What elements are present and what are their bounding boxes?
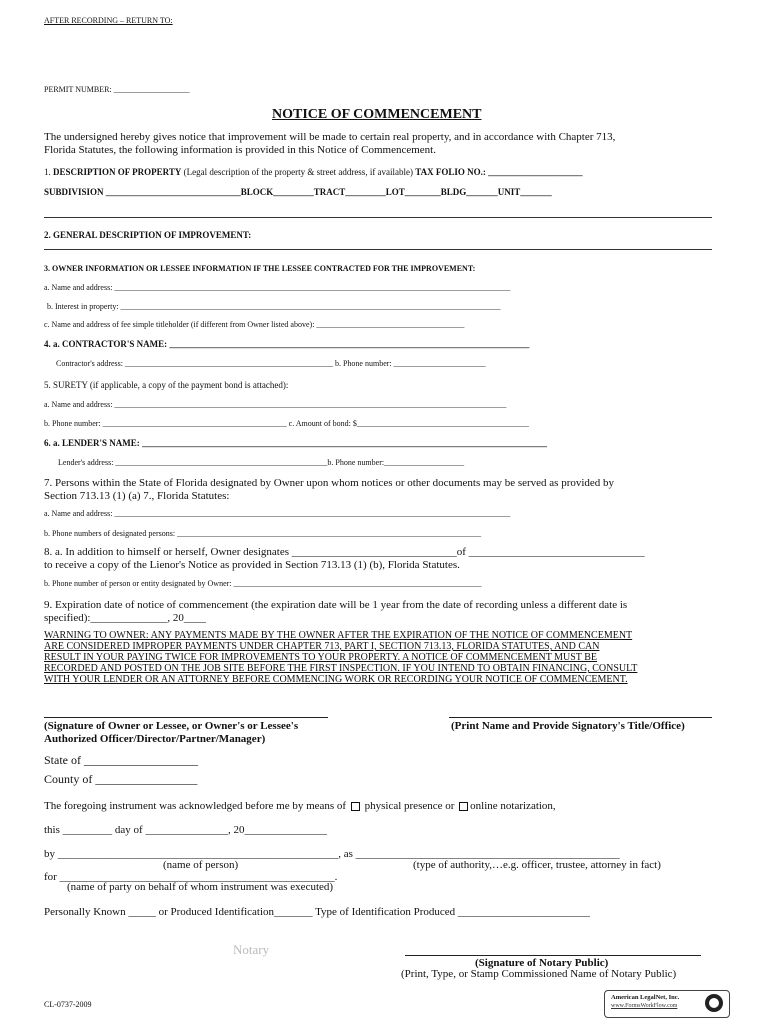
notary-signature-caption: (Signature of Notary Public) <box>475 957 609 969</box>
lender-name-field: 6. a. LENDER'S NAME: __________________________________________________________________________________________ <box>44 438 548 448</box>
section-2-general-description: 2. GENERAL DESCRIPTION OF IMPROVEMENT: <box>44 230 252 240</box>
print-name-caption: (Print Name and Provide Signatory's Title/Office) <box>451 720 685 732</box>
section-1-number: 1. <box>44 167 51 177</box>
warning-line-4: RECORDED AND POSTED ON THE JOB SITE BEFORE THE FIRST INSPECTION. IF YOU INTEND TO OBTAIN FINANCING, CONSULT <box>44 663 638 674</box>
owner-signature-caption-1: (Signature of Owner or Lessee, or Owner's or Lessee's <box>44 720 299 732</box>
contractor-address-field: Contractor's address: ____________________________________________________ b. Phone number: _______________________ <box>56 359 486 368</box>
section-1-label: DESCRIPTION OF PROPERTY <box>53 167 182 177</box>
section-9-line-2: specified):______________, 20____ <box>44 612 206 624</box>
name-of-party-caption: (name of party on behalf of whom instrument was executed) <box>67 881 334 893</box>
section-3-owner-info: 3. OWNER INFORMATION OR LESSEE INFORMATION IF THE LESSEE CONTRACTED FOR THE IMPROVEMENT: <box>44 264 476 273</box>
fee-simple-titleholder-field: c. Name and address of fee simple titleholder (if different from Owner listed above): _____________________________________ <box>44 320 465 329</box>
section-5-surety: 5. SURETY (if applicable, a copy of the payment bond is attached): <box>44 380 289 390</box>
warning-line-1: WARNING TO OWNER: ANY PAYMENTS MADE BY THE OWNER AFTER THE EXPIRATION OF THE NOTICE OF COMMENCEMENT <box>44 630 633 641</box>
section-9-line-1: 9. Expiration date of notice of commencement (the expiration date will be 1 year from the date of recording unless a different date is <box>44 599 628 611</box>
warning-line-2: ARE CONSIDERED IMPROPER PAYMENTS UNDER CHAPTER 713, PART I, SECTION 713.13, FLORIDA STATUTES, AND CAN <box>44 641 600 652</box>
section-8-line-1: 8. a. In addition to himself or herself, Owner designates ______________________________of ________________________________ <box>44 546 645 558</box>
owner-signature-line <box>44 717 328 718</box>
subdivision-field: SUBDIVISION ______________________________BLOCK_________TRACT_________LOT________BLDG_______UNIT_______ <box>44 187 552 197</box>
warning-line-3: RESULT IN YOUR PAYING TWICE FOR IMPROVEMENTS TO YOUR PROPERTY. A NOTICE OF COMMENCEMENT MUST BE <box>44 652 598 663</box>
american-legalnet-logo <box>604 990 730 1018</box>
logo-company-name: American LegalNet, Inc. <box>611 994 680 1001</box>
warning-line-5: WITH YOUR LENDER OR AN ATTORNEY BEFORE COMMENCING WORK OR RECORDING YOUR NOTICE OF COMMENCEMENT. <box>44 674 628 685</box>
designated-phone-field: b. Phone numbers of designated persons: ____________________________________________________________________________ <box>44 529 482 538</box>
name-of-person-caption: (name of person) <box>163 859 239 871</box>
surety-phone-bond-field: b. Phone number: ______________________________________________ c. Amount of bond: $___________________________________________ <box>44 419 529 428</box>
blank-line <box>44 249 712 250</box>
online-notarization-label: online notarization, <box>470 800 556 812</box>
print-name-line <box>449 717 712 718</box>
section-1-property <box>44 167 583 177</box>
permit-number-field: PERMIT NUMBER: ___________________ <box>44 85 190 94</box>
notary-signature-line <box>405 955 701 956</box>
type-of-authority-caption: (type of authority,…e.g. officer, trustee, attorney in fact) <box>413 859 661 871</box>
by-as-field: by ___________________________________________________, as ________________________________________________ <box>44 848 620 860</box>
online-notarization-checkbox[interactable] <box>459 802 468 811</box>
section-7-line-2: Section 713.13 (1) (a) 7., Florida Statutes: <box>44 490 230 502</box>
contractor-name-field: 4. a. CONTRACTOR'S NAME: ________________________________________________________________________________ <box>44 339 530 349</box>
interest-in-property-field: b. Interest in property: _______________________________________________________________________________________________ <box>47 302 501 311</box>
for-party-field: for __________________________________________________. <box>44 871 338 883</box>
surety-name-address-field: a. Name and address: __________________________________________________________________________________________________ <box>44 400 507 409</box>
day-date-field: this _________ day of _______________, 20_______________ <box>44 824 327 836</box>
designated-name-address-field: a. Name and address: ___________________________________________________________________________________________________ <box>44 509 511 518</box>
county-field: County of _________________ <box>44 772 198 786</box>
section-8-line-2: to receive a copy of the Lienor's Notice as provided in Section 713.13 (1) (b), Florida Statutes. <box>44 559 460 571</box>
notary-placeholder: Notary <box>233 942 270 957</box>
blank-line <box>44 217 712 218</box>
logo-website[interactable]: www.FormsWorkFlow.com <box>611 1003 678 1009</box>
owner-name-address-field: a. Name and address: ___________________________________________________________________________________________________ <box>44 283 511 292</box>
acknowledgement-text: The foregoing instrument was acknowledged before me by means of <box>44 800 347 812</box>
intro-line-1: The undersigned hereby gives notice that improvement will be made to certain real property, and in accordance with Chapter 713, <box>44 131 616 143</box>
acknowledgement-line <box>44 800 556 812</box>
lender-address-field: Lender's address: _____________________________________________________b. Phone number:____________________ <box>58 458 465 467</box>
owner-designated-phone-field: b. Phone number of person or entity designated by Owner: ______________________________________________________________ <box>44 579 482 588</box>
document-title: NOTICE OF COMMENCEMENT <box>272 107 482 122</box>
section-1-desc: (Legal description of the property & street address, if available) <box>183 167 414 177</box>
notary-print-caption: (Print, Type, or Stamp Commissioned Name of Notary Public) <box>401 968 677 980</box>
logo-emblem-icon <box>705 994 723 1012</box>
section-7-line-1: 7. Persons within the State of Florida designated by Owner upon whom notices or other documents may be served as provided by <box>44 477 615 489</box>
physical-presence-label: physical presence or <box>364 800 455 812</box>
form-id: CL-0737-2009 <box>44 1000 92 1009</box>
state-field: State of ___________________ <box>44 753 198 767</box>
tax-folio-field: TAX FOLIO NO.: _____________________ <box>415 167 583 177</box>
physical-presence-checkbox[interactable] <box>351 802 360 811</box>
identification-field: Personally Known _____ or Produced Identification_______ Type of Identification Produced ________________________ <box>44 906 590 918</box>
owner-signature-caption-2: Authorized Officer/Director/Partner/Manager) <box>44 733 266 745</box>
after-recording-label: AFTER RECORDING – RETURN TO: <box>44 16 173 25</box>
intro-line-2: Florida Statutes, the following information is provided in this Notice of Commencement. <box>44 144 436 156</box>
